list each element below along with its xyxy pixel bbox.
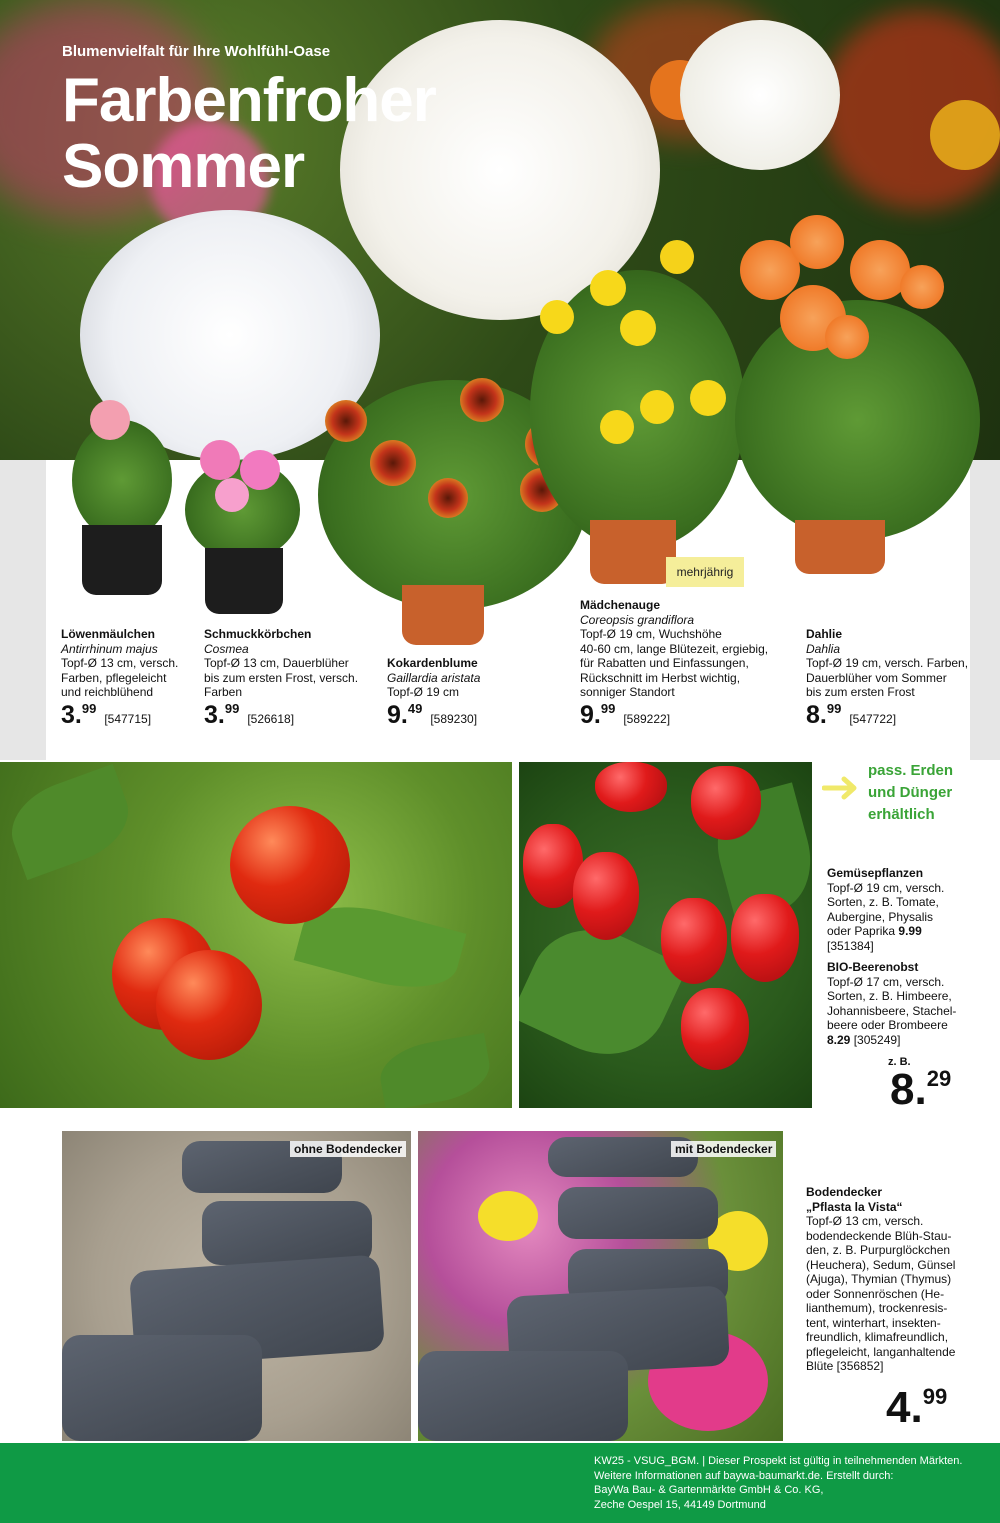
- product-name: Bodendecker: [806, 1185, 883, 1199]
- vegetables-description: [827, 866, 997, 953]
- price-main: 9.: [387, 700, 408, 729]
- product-name: Löwenmäulchen: [61, 627, 156, 641]
- product-desc-line: den, z. B. Purpurglöckchen: [806, 1243, 951, 1257]
- inline-price: 9.99: [898, 924, 922, 938]
- product-desc-line: pflegeleicht, langanhaltende: [806, 1344, 956, 1359]
- footer-legal: [594, 1454, 994, 1512]
- product-price: [806, 702, 971, 728]
- product-desc-line: Topf-Ø 19 cm: [387, 685, 460, 699]
- price-cents: 29: [926, 1066, 952, 1091]
- price-cents: 99: [224, 700, 240, 716]
- product-latin-name: Dahlia: [806, 641, 841, 656]
- tomato-photo: [0, 762, 512, 1108]
- product-desc-line: oder Paprika: [827, 924, 896, 938]
- product-name: Mädchenauge: [580, 598, 661, 612]
- product-desc-line: oder Sonnenröschen (He-: [806, 1286, 945, 1301]
- product-dahlia: [806, 627, 971, 728]
- price-cents: 99: [600, 700, 616, 716]
- product-desc-line: Sorten, z. B. Himbeere,: [827, 989, 952, 1003]
- product-name: Gemüsepflanzen: [827, 866, 924, 880]
- price-main: 4.: [886, 1383, 923, 1432]
- product-desc-line: Topf-Ø 19 cm, Wuchshöhe: [580, 627, 722, 641]
- product-name: Kokardenblume: [387, 656, 478, 670]
- product-name: BIO-Beerenobst: [827, 960, 919, 974]
- product-price: [580, 702, 795, 728]
- product-desc-line: bodendeckende Blüh-Stau-: [806, 1228, 952, 1243]
- product-price: [61, 702, 201, 728]
- without-groundcover-label: ohne Bodendecker: [290, 1141, 406, 1157]
- product-tickseed: [580, 598, 795, 728]
- article-number: [589230]: [430, 711, 478, 726]
- hero-kicker: Blumenvielfalt für Ihre Wohlfühl-Oase: [62, 43, 331, 60]
- inline-price: 8.29: [827, 1032, 851, 1047]
- product-desc-line: Dauerblüher vom Sommer: [806, 670, 947, 685]
- article-number: [305249]: [853, 1032, 901, 1047]
- groundcover-price: [886, 1383, 948, 1432]
- product-desc-line: Johannisbeere, Stachel-: [827, 1003, 957, 1018]
- product-name-line2: „Pflasta la Vista“: [806, 1199, 903, 1214]
- with-groundcover-label: mit Bodendecker: [671, 1141, 776, 1157]
- product-desc-line: bis zum ersten Frost: [806, 685, 915, 699]
- product-price: [204, 702, 379, 728]
- hero-title-line1: Farbenfroher: [62, 66, 436, 135]
- product-desc-line: für Rabatten und Einfassungen,: [580, 656, 749, 670]
- arrow-right-icon: [822, 776, 860, 800]
- product-name: Dahlie: [806, 627, 843, 641]
- price-cents: 99: [81, 700, 97, 716]
- footer-line: BayWa Bau- & Gartenmärkte GmbH & Co. KG,: [594, 1484, 824, 1496]
- article-number: [526618]: [247, 711, 295, 726]
- article-number: [351384]: [827, 938, 874, 953]
- raspberry-photo: [519, 762, 812, 1108]
- product-name: Schmuckkörbchen: [204, 627, 312, 641]
- price-main: 8.: [806, 700, 827, 729]
- product-latin-name: Cosmea: [204, 641, 249, 656]
- product-desc-line: Topf-Ø 19 cm, versch.: [827, 880, 945, 895]
- product-snapdragon: [61, 627, 201, 728]
- callout-line: erhältlich: [868, 806, 935, 823]
- product-desc-line: sonniger Standort: [580, 685, 675, 699]
- product-latin-name: Antirrhinum majus: [61, 641, 158, 656]
- article-number: [547715]: [104, 711, 152, 726]
- perennial-badge: mehrjährig: [666, 557, 744, 587]
- product-desc-line: lianthemum), trockenresis-: [806, 1301, 948, 1315]
- price-prefix: z. B.: [888, 1056, 911, 1068]
- berries-description: [827, 960, 997, 1047]
- groundcover-description: [806, 1185, 996, 1374]
- hero-title: [62, 68, 436, 200]
- product-desc-line: (Ajuga), Thymian (Thymus): [806, 1272, 952, 1286]
- product-desc-line: Topf-Ø 17 cm, versch.: [827, 974, 945, 989]
- hero-title-line2: Sommer: [62, 132, 305, 201]
- price-cents: 99: [826, 700, 842, 716]
- product-desc-line: Topf-Ø 13 cm, versch.: [806, 1214, 924, 1228]
- product-blanket-flower: [387, 656, 567, 728]
- product-desc-line: Sorten, z. B. Tomate,: [827, 895, 939, 909]
- product-desc-line: Farben: [204, 685, 243, 699]
- footer-line: KW25 - VSUG_BGM. | Dieser Prospekt ist gültig in teilnehmenden Märkten.: [594, 1455, 963, 1467]
- without-groundcover-photo: [62, 1131, 411, 1441]
- product-desc-line: beere oder Brombeere: [827, 1018, 948, 1032]
- price-cents: 99: [922, 1384, 948, 1409]
- price-cents: 49: [407, 700, 423, 716]
- callout-line: pass. Erden: [868, 762, 954, 779]
- product-desc-line: Topf-Ø 19 cm, versch. Farben,: [806, 656, 969, 670]
- product-latin-name: Coreopsis grandiflora: [580, 612, 695, 627]
- footer-line: Weitere Informationen auf baywa-baumarkt.de. Erstellt durch:: [594, 1469, 894, 1482]
- product-desc-line: und reichblühend: [61, 685, 154, 699]
- price-main: 9.: [580, 700, 601, 729]
- footer-line: Zeche Oespel 15, 44149 Dortmund: [594, 1498, 766, 1511]
- product-desc-line: Rückschnitt im Herbst wichtig,: [580, 670, 741, 685]
- product-desc-line: bis zum ersten Frost, versch.: [204, 670, 359, 685]
- product-desc-line: Aubergine, Physalis: [827, 909, 934, 924]
- product-desc-line: Topf-Ø 13 cm, Dauerblüher: [204, 656, 349, 670]
- product-desc-line: Topf-Ø 13 cm, versch.: [61, 656, 179, 670]
- product-latin-name: Gaillardia aristata: [387, 670, 481, 685]
- article-number: [547722]: [849, 711, 897, 726]
- right-margin: [970, 460, 1000, 760]
- left-margin: [0, 460, 46, 760]
- soil-fertilizer-callout: [868, 760, 953, 826]
- product-desc-line: (Heuchera), Sedum, Günsel: [806, 1257, 956, 1272]
- price-main: 3.: [61, 700, 82, 729]
- product-desc-line: freundlich, klimafreundlich,: [806, 1330, 949, 1344]
- product-desc-line: Blüte [356852]: [806, 1359, 884, 1373]
- product-cosmos: [204, 627, 379, 728]
- product-desc-line: 40-60 cm, lange Blütezeit, ergiebig,: [580, 641, 769, 656]
- with-groundcover-photo: [418, 1131, 783, 1441]
- article-number: [589222]: [623, 711, 671, 726]
- fruit-price: [890, 1065, 952, 1114]
- product-desc-line: tent, winterhart, insekten-: [806, 1315, 941, 1330]
- price-main: 8.: [890, 1065, 927, 1114]
- product-price: [387, 702, 567, 728]
- price-main: 3.: [204, 700, 225, 729]
- product-desc-line: Farben, pflegeleicht: [61, 670, 167, 685]
- callout-line: und Dünger: [868, 784, 953, 801]
